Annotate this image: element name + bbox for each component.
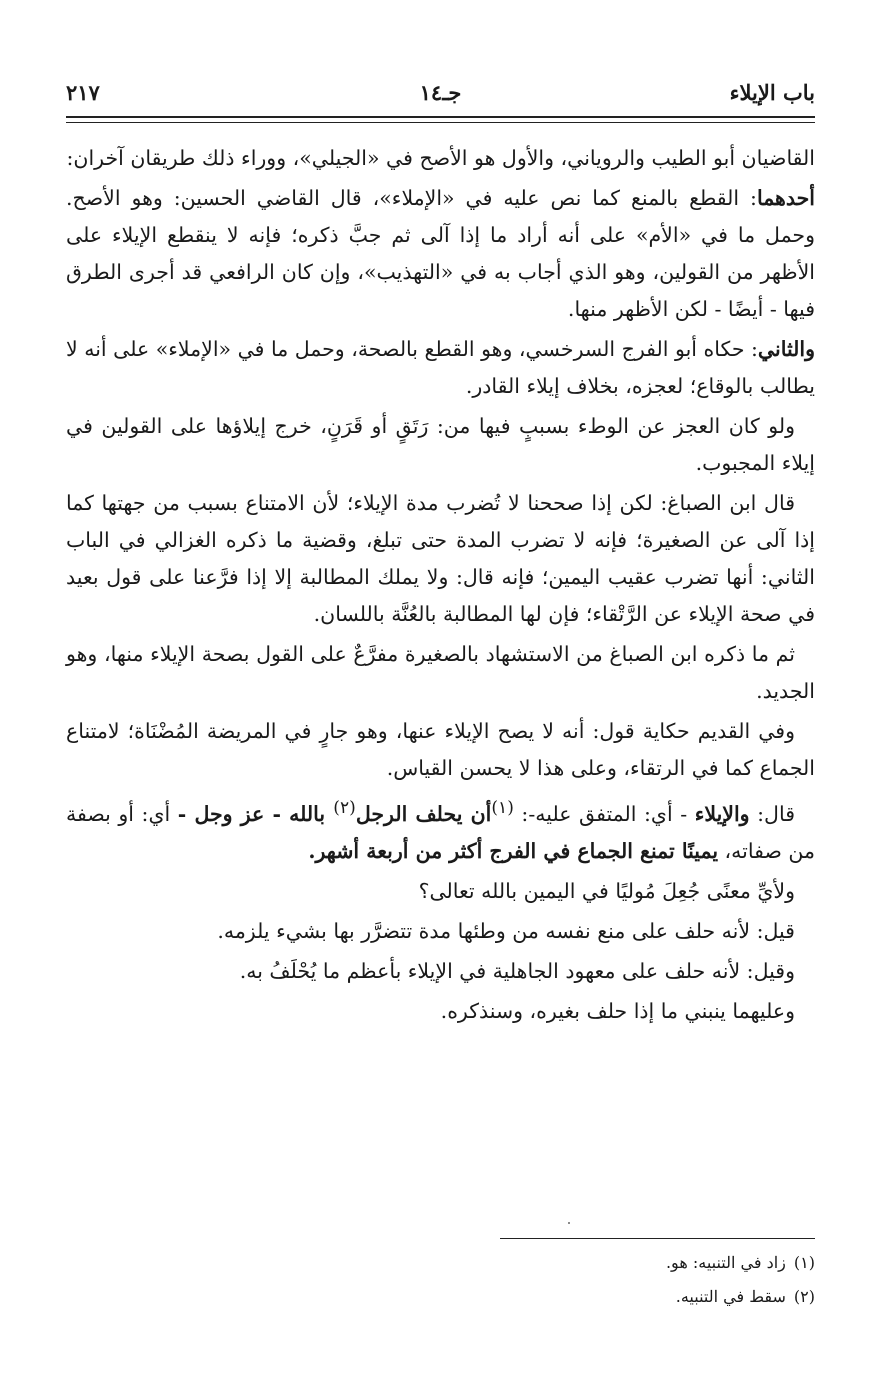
- running-header: [66, 78, 815, 118]
- paragraph-3: [66, 331, 815, 405]
- chapter-title: باب الإيلاء: [729, 80, 815, 105]
- paragraph-7: [66, 713, 815, 787]
- volume-number: جـ١٤: [419, 80, 462, 105]
- paragraph-8-gloss-2: أي: أو بصفة من صفاته،: [66, 801, 815, 863]
- paragraph-3-text: : حكاه أبو الفرج السرخسي، وهو القطع بالصحة، وحمل ما في «الإملاء» على أنه لا يطالب بالوقاع؛ لعجزه، بخلاف إيلاء القادر.: [66, 337, 815, 398]
- paragraph-7-text: وفي القديم حكاية قول: أنه لا يصح الإيلاء عنها، وهو جارٍ في المريضة المُضْنَاة؛ لامتناع الجماع كما في الرتقاء، وعلى هذا لا يحسن القياس.: [66, 719, 815, 780]
- print-speck: [568, 1222, 570, 1224]
- paragraph-4-text: ولو كان العجز عن الوطء بسببٍ فيها من: رَتَقٍ أو قَرَنٍ، خرج إيلاؤها على القولين في إيلاء المجبوب.: [66, 414, 815, 475]
- paragraph-9-text: ولأيِّ معنًى جُعِلَ مُوليًا في اليمين بالله تعالى؟: [418, 878, 795, 903]
- paragraph-8-term: والإيلاء: [694, 801, 750, 826]
- paragraph-1: [66, 140, 815, 177]
- footnote-ref-1[interactable]: (١): [491, 798, 514, 818]
- paragraph-12-text: وعليهما ينبني ما إذا حلف بغيره، وسنذكره.: [440, 998, 795, 1023]
- header-rule-thick: [66, 116, 815, 118]
- main-text: [66, 140, 815, 1033]
- paragraph-8: [66, 790, 815, 870]
- paragraph-3-lead: والثاني: [757, 337, 815, 361]
- footnote-2-number: (٢): [793, 1287, 815, 1306]
- paragraph-6-text: ثم ما ذكره ابن الصباغ من الاستشهاد بالصغيرة مفرَّعٌ على القول بصحة الإيلاء منها، وهو الجديد.: [66, 642, 815, 703]
- footnotes: [66, 1246, 815, 1314]
- footnote-1: [66, 1246, 815, 1280]
- paragraph-11: [66, 953, 815, 990]
- footnote-ref-2[interactable]: (٢): [333, 798, 356, 818]
- paragraph-9: [66, 873, 815, 910]
- paragraph-5-text: قال ابن الصباغ: لكن إذا صححنا لا تُضرب مدة الإيلاء؛ لأن الامتناع بسبب من جهتها كما إذا آلى عن الصغيرة؛ فإنه لا تضرب المدة حتى تبلغ، وقضية ما ذكره الغزالي في الباب الثاني: أنها تضرب عقيب اليمين؛ فإنه قال: ولا يملك المطالبة إلا إذا فرَّعنا على قول بعيد في صحة الإيلاء عن الرَّتْقاء؛ فإن لها المطالبة بالعُنَّة باللسان.: [66, 491, 815, 626]
- paragraph-6: [66, 636, 815, 710]
- page-number: ٢١٧: [66, 80, 100, 105]
- paragraph-8-oath: بالله - عز وجل -: [177, 801, 334, 826]
- paragraph-8-definition: أن يحلف الرجل: [355, 801, 492, 826]
- footnote-separator: [500, 1238, 815, 1239]
- paragraph-8-intro: قال:: [749, 801, 795, 826]
- paragraph-8-gloss: - أي: المتفق عليه-:: [513, 801, 695, 826]
- paragraph-8-condition: يمينًا تمنع الجماع في الفرج أكثر من أربعة أشهر.: [308, 838, 719, 863]
- paragraph-5: [66, 485, 815, 633]
- paragraph-11-text: وقيل: لأنه حلف على معهود الجاهلية في الإيلاء بأعظم ما يُحْلَفُ به.: [239, 958, 795, 983]
- paragraph-10: [66, 913, 815, 950]
- footnote-1-text: زاد في التنبيه: هو.: [665, 1253, 786, 1272]
- footnote-2: [66, 1280, 815, 1314]
- header-rule-thin: [66, 122, 815, 123]
- paragraph-12: [66, 993, 815, 1030]
- paragraph-2: [66, 180, 815, 328]
- paragraph-1-text: القاضيان أبو الطيب والروياني، والأول هو الأصح في «الجيلي»، ووراء ذلك طريقان آخران:: [66, 146, 815, 170]
- paragraph-10-text: قيل: لأنه حلف على منع نفسه من وطئها مدة تتضرَّر بها بشيء يلزمه.: [217, 918, 795, 943]
- paragraph-2-text: : القطع بالمنع كما نص عليه في «الإملاء»، قال القاضي الحسين: وهو الأصح. وحمل ما في «الأم» على أنه أراد ما إذا آلى ثم جبَّ ذكره؛ فإنه لا ينقطع الإيلاء على الأظهر من القولين، وهو الذي أجاب به في «التهذيب»، وإن كان الرافعي قد أجرى الطرق فيها - أيضًا - لكن الأظهر منها.: [66, 186, 815, 321]
- footnote-2-text: سقط في التنبيه.: [675, 1287, 786, 1306]
- paragraph-4: [66, 408, 815, 482]
- footnote-1-number: (١): [793, 1253, 815, 1272]
- paragraph-2-lead: أحدهما: [756, 186, 815, 210]
